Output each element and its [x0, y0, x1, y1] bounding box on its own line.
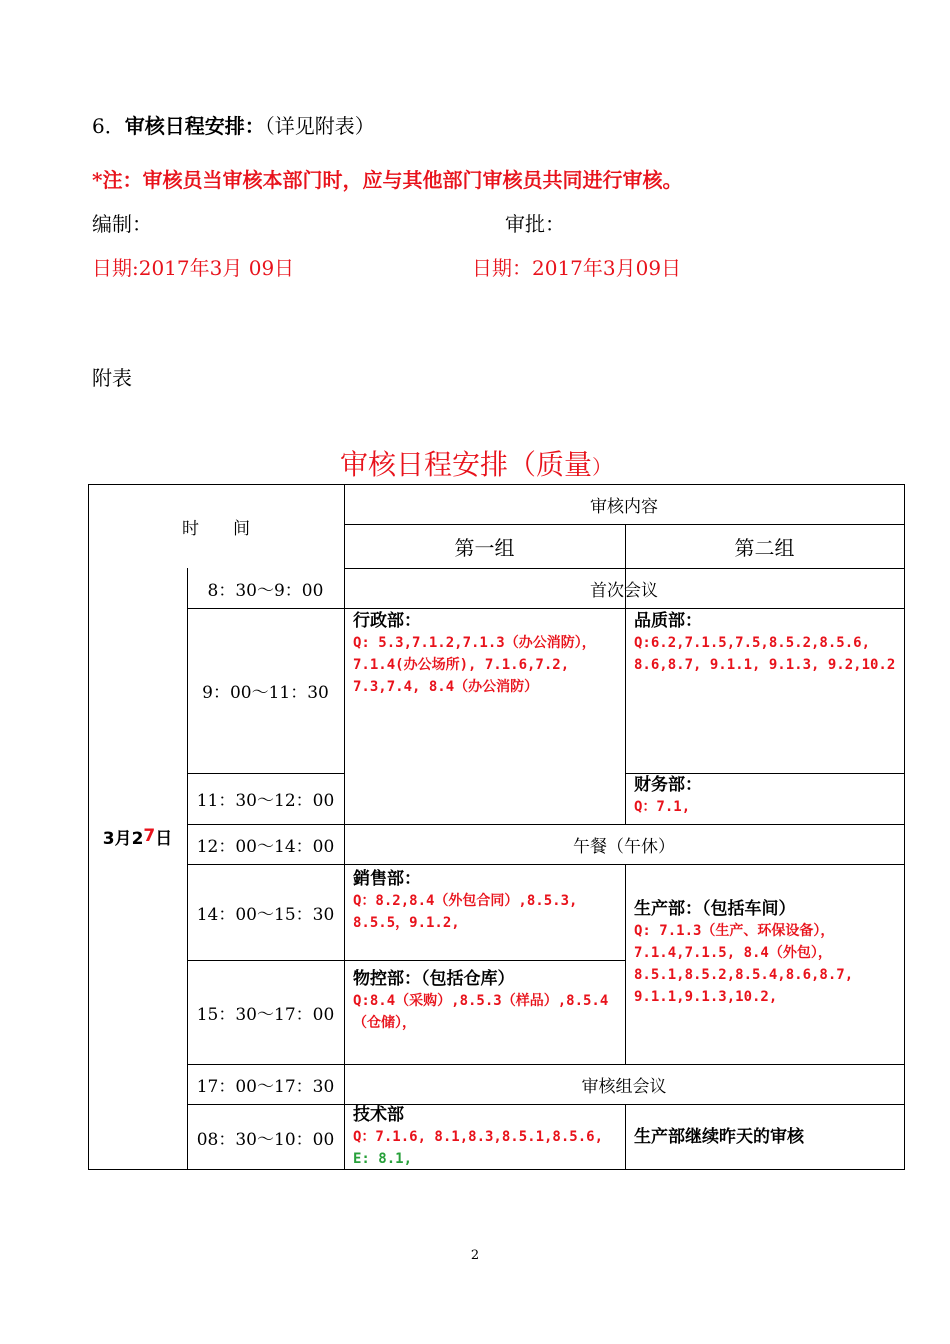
grid-line [625, 608, 626, 824]
schedule-table [88, 484, 905, 1170]
clause-line: 9.1.1,9.1.3,10.2, [634, 989, 778, 1005]
dept-name: 物控部：（包括仓库） [353, 969, 515, 989]
admin-dept-block [353, 610, 596, 698]
section-number: 6． [92, 114, 125, 138]
production-continue-block [634, 1126, 804, 1148]
time-slot: 8：30～9：00 [207, 580, 324, 601]
clause-line: Q：7.1, [634, 799, 691, 815]
clause-line: Q:8.4（采购）,8.5.3（样品）,8.5.4 [353, 993, 609, 1009]
page-number: 2 [470, 1248, 480, 1263]
clause-line: 7.1.4(办公场所), 7.1.6,7.2, [353, 657, 570, 673]
clause-line: E: 8.1, [353, 1151, 413, 1167]
lunch-break: 午餐（午休） [573, 836, 675, 857]
clause-line: Q：8.2,8.4（外包合同）,8.5.3, [353, 893, 578, 909]
group1-header: 第一组 [454, 535, 515, 560]
appendix-label: 附表 [92, 366, 132, 390]
content-header: 审核内容 [590, 496, 658, 517]
notice-text: *注：审核员当审核本部门时，应与其他部门审核员共同进行审核。 [92, 168, 683, 192]
clause-line: 8.6,8.7, 9.1.1, 9.1.3, 9.2,10.2 [634, 657, 896, 673]
time-slot: 11：30～12：00 [196, 791, 335, 811]
grid-line [625, 1104, 626, 1170]
clause-line: 8.5.5，9.1.2, [353, 915, 460, 931]
grid-line [904, 484, 905, 1170]
section-title: 审核日程安排： [124, 114, 265, 138]
date-mid: 7 [143, 826, 156, 846]
time-slot: 9：00～11：30 [202, 683, 329, 703]
clause-line: Q: 5.3,7.1.2,7.1.3（办公消防）， [353, 635, 596, 651]
section-heading [92, 110, 375, 139]
production-dept-block [634, 898, 853, 1008]
date-suffix: 日 [155, 828, 173, 849]
time-header: 时 间 [182, 518, 250, 539]
dept-name: 技术部 [353, 1105, 404, 1125]
clause-line: Q:6.2,7.1.5,7.5,8.5.2,8.5.6, [634, 635, 871, 651]
clause-line: Q：7.1.6, 8.1,8.3,8.5.1,8.5.6, [353, 1129, 604, 1145]
clause-line: 8.5.1,8.5.2,8.5.4,8.6,8.7, [634, 967, 854, 983]
section-note: （详见附表） [264, 114, 375, 138]
dept-name: 品质部： [634, 611, 702, 631]
finance-dept-block [634, 774, 702, 818]
date-prefix: 3月2 [102, 828, 144, 849]
tech-dept-block [353, 1104, 603, 1170]
compile-date: 日期:2017年3月 09日 [92, 256, 295, 280]
compile-label: 编制： [92, 212, 152, 236]
time-slot: 12：00～14：00 [196, 836, 335, 857]
opening-meeting: 首次会议 [590, 580, 658, 601]
date-cell [88, 568, 187, 1104]
time-slot: 17：00～17：30 [196, 1076, 335, 1097]
dept-name: 生产部：（包括车间） [634, 899, 796, 919]
table-title-paren: ） [592, 455, 613, 479]
clause-line: 7.1.4,7.1.5, 8.4（外包）， [634, 945, 832, 961]
table-title [340, 443, 612, 483]
material-dept-block [353, 968, 608, 1034]
approve-label: 审批： [505, 212, 565, 236]
sales-dept-block [353, 868, 577, 934]
group2-header: 第二组 [734, 535, 795, 560]
grid-line [625, 864, 626, 1064]
time-slot: 14：00～15：30 [196, 904, 335, 925]
clause-line: Q: 7.1.3（生产、环保设备）， [634, 923, 835, 939]
quality-dept-block [634, 610, 895, 676]
table-title-main: 审核日程安排（质量 [340, 448, 593, 481]
production-continue-text: 生产部继续昨天的审核 [634, 1127, 804, 1147]
dept-name: 行政部： [353, 611, 421, 631]
dept-name: 财务部： [634, 775, 702, 795]
approve-date: 日期：2017年3月09日 [472, 256, 682, 280]
dept-name: 銷售部： [353, 869, 421, 889]
team-meeting: 审核组会议 [581, 1076, 667, 1097]
clause-line: 7.3,7.4, 8.4（办公消防） [353, 679, 539, 695]
time-slot: 08：30～10：00 [196, 1129, 335, 1150]
time-slot: 15：30～17：00 [196, 1004, 335, 1025]
clause-line: （仓储）， [353, 1015, 416, 1031]
